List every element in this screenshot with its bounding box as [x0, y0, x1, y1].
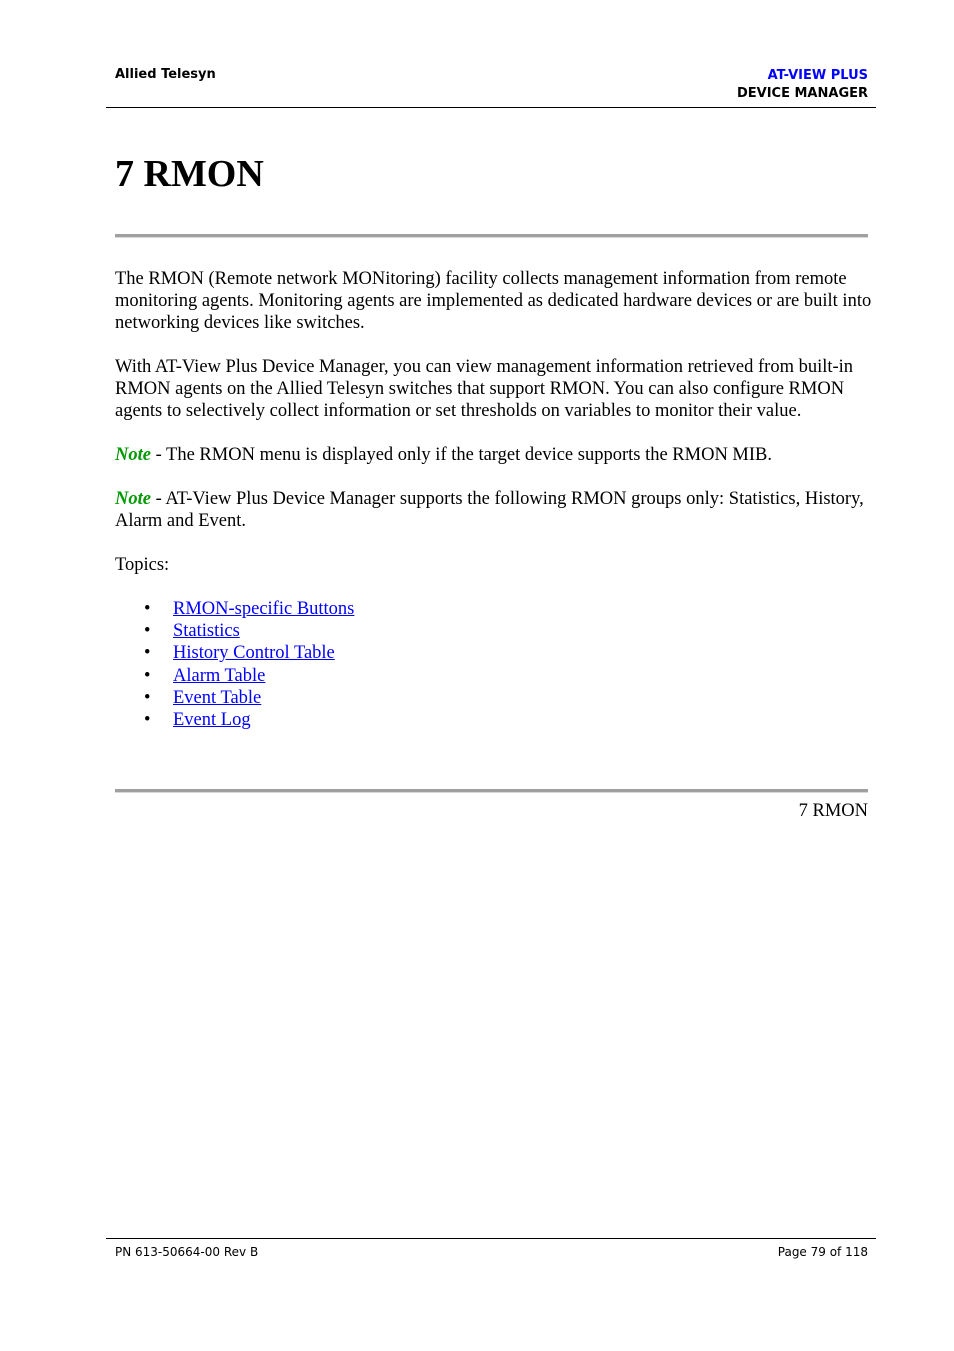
header-product: AT-VIEW PLUS	[767, 68, 868, 83]
footer-caption-divider	[115, 789, 868, 793]
note-label: Note	[115, 445, 151, 465]
bullet-icon: •	[144, 621, 151, 642]
list-item	[115, 620, 875, 642]
list-item	[115, 709, 875, 731]
header-module: DEVICE MANAGER	[736, 86, 868, 101]
footer-part-number: PN 613-50664-00 Rev B	[115, 1245, 259, 1259]
body-content	[115, 268, 875, 731]
topics-heading: Topics:	[115, 555, 170, 575]
bullet-icon: •	[144, 665, 151, 686]
header-product-block	[737, 67, 868, 103]
note-label: Note	[115, 489, 151, 509]
title-divider	[115, 234, 868, 238]
usage-paragraph: With AT-View Plus Device Manager, you can view management information retrieved from built-in RMON agents on the Allied Telesyn switches that support RMON. You can also configure RMON agents to selectively collect information or set thresholds on variables to monitor their value.	[115, 357, 854, 421]
topic-link-alarm-table[interactable]: Alarm Table	[173, 665, 266, 686]
topic-link-rmon-buttons[interactable]: RMON-specific Buttons	[173, 599, 355, 619]
topic-link-history-control-table[interactable]: History Control Table	[173, 643, 335, 664]
header-divider	[106, 107, 876, 108]
list-item	[115, 598, 875, 620]
bullet-icon: •	[144, 687, 151, 708]
note-text: - AT-View Plus Device Manager supports the following RMON groups only: Statistics, History, Alarm and Event.	[115, 489, 864, 531]
bullet-icon: •	[144, 599, 151, 619]
note-paragraph	[115, 488, 875, 532]
page-title: 7 RMON	[115, 153, 264, 195]
intro-paragraph: The RMON (Remote network MONitoring) facility collects management information from remote monitoring agents. Monitoring agents are implemented as dedicated hardware devices or are built into networking devices like switches.	[115, 269, 872, 333]
note-text: - The RMON menu is displayed only if the target device supports the RMON MIB.	[150, 445, 773, 465]
list-item	[115, 665, 875, 687]
list-item	[115, 687, 875, 709]
note-paragraph	[115, 444, 875, 466]
topic-link-event-log[interactable]: Event Log	[173, 709, 251, 730]
topics-list	[115, 598, 875, 731]
topic-link-statistics[interactable]: Statistics	[173, 621, 240, 642]
header-company: Allied Telesyn	[115, 67, 216, 82]
bullet-icon: •	[144, 643, 151, 664]
list-item	[115, 642, 875, 664]
footer-divider	[106, 1238, 876, 1239]
bullet-icon: •	[144, 709, 151, 730]
topic-link-event-table[interactable]: Event Table	[173, 687, 262, 708]
footer-page-number: Page 79 of 118	[777, 1245, 868, 1259]
footer-caption: 7 RMON	[798, 801, 868, 821]
